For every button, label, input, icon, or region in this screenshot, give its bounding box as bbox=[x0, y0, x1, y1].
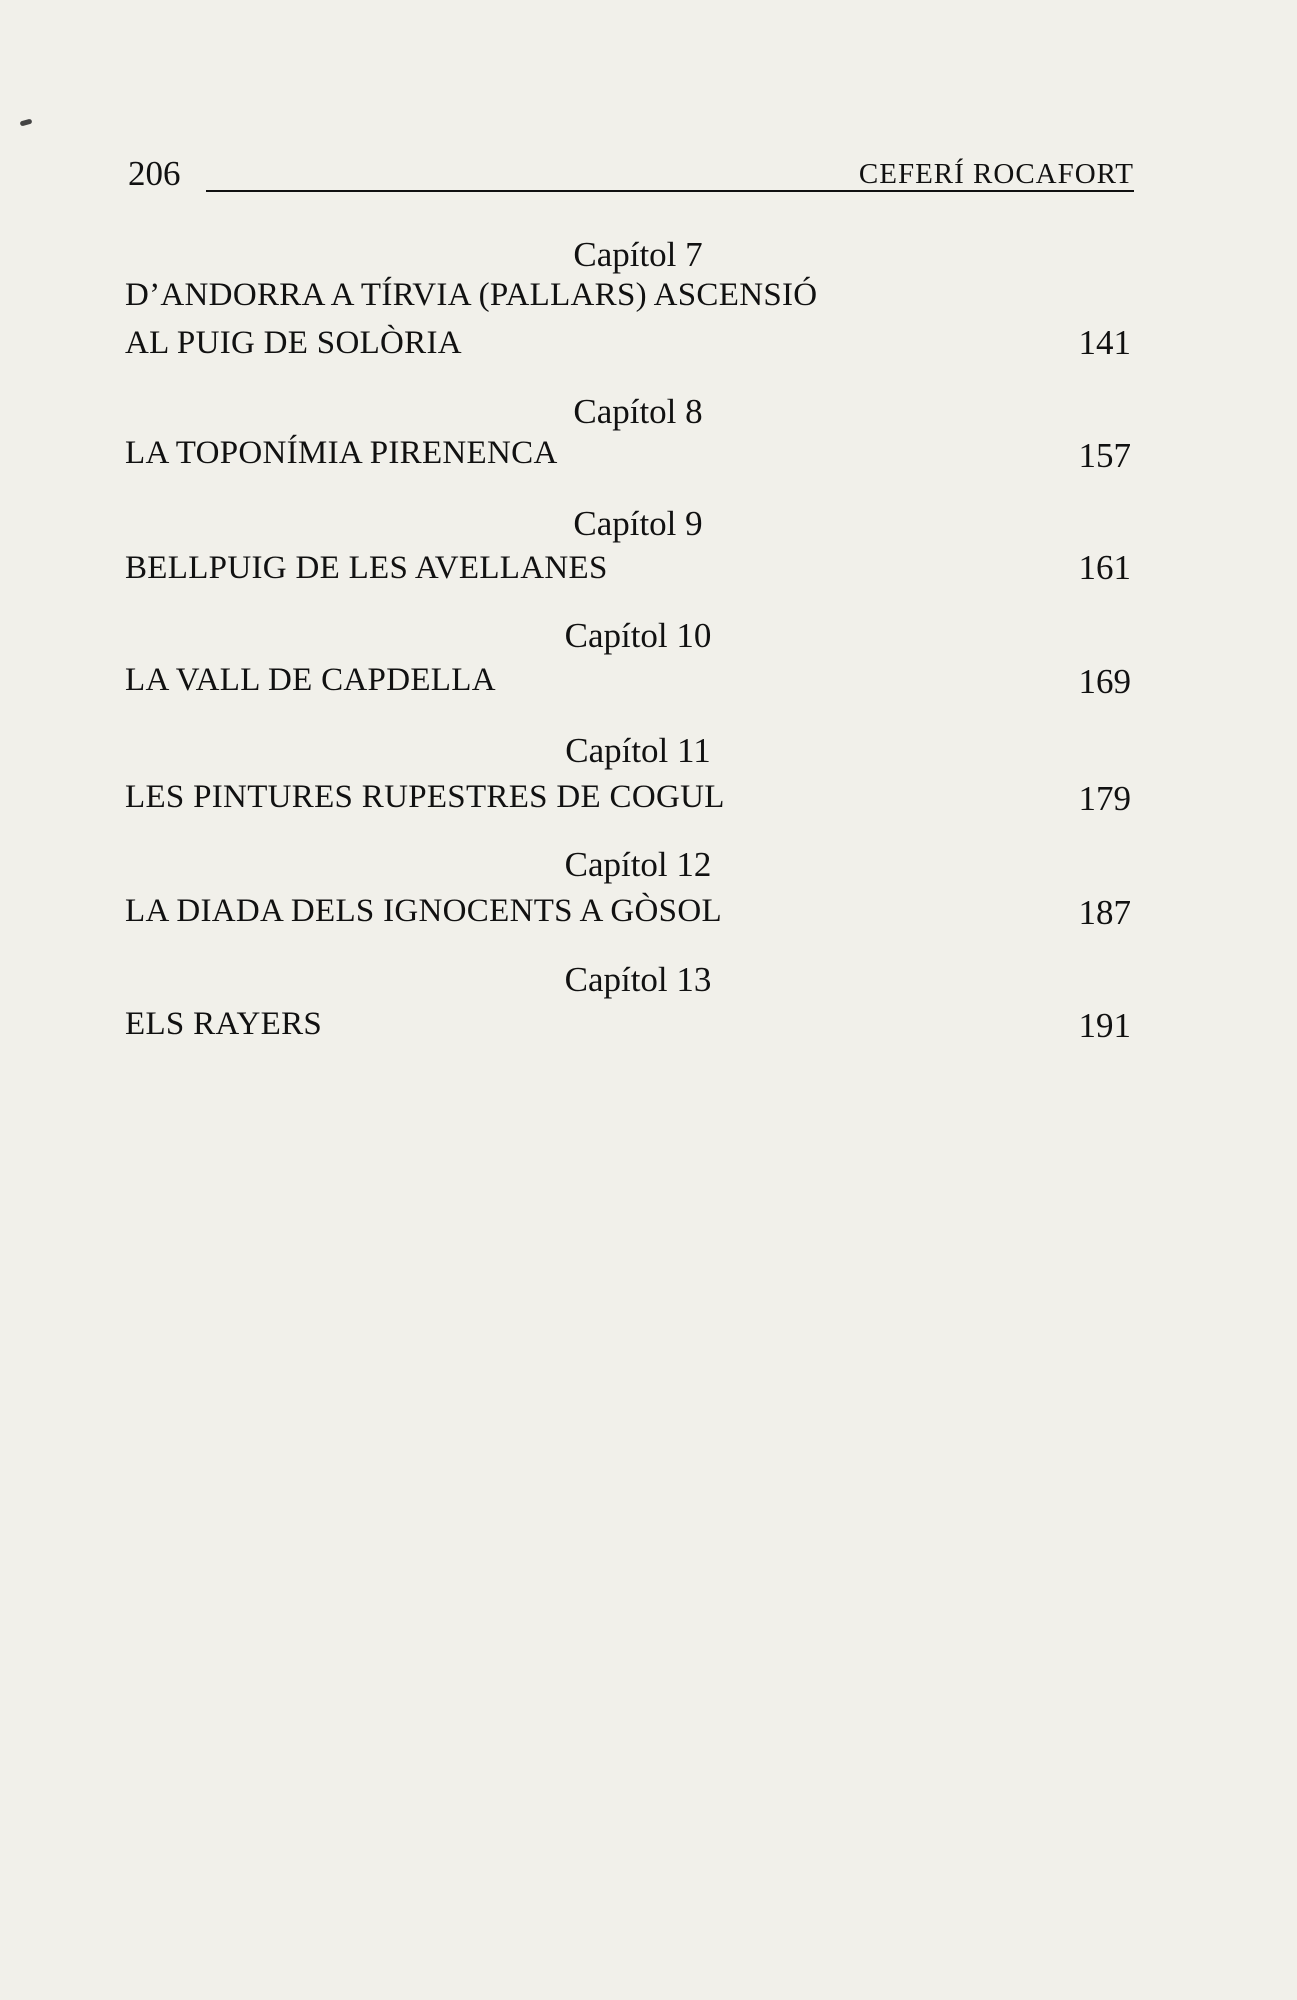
page-number: 206 bbox=[128, 154, 181, 193]
chapter-page: 187 bbox=[1078, 893, 1131, 932]
running-head: CEFERÍ ROCAFORT bbox=[858, 158, 1134, 190]
chapter-title: LA DIADA DELS IGNOCENTS A GÒSOL bbox=[125, 893, 722, 929]
chapter-heading: Capítol 12 bbox=[564, 845, 712, 884]
ink-speck bbox=[20, 119, 33, 127]
chapter-page: 161 bbox=[1078, 548, 1131, 587]
chapter-page: 141 bbox=[1078, 323, 1131, 362]
chapter-title: LA VALL DE CAPDELLA bbox=[125, 662, 496, 698]
page-header bbox=[128, 152, 1134, 196]
chapter-heading: Capítol 11 bbox=[565, 731, 711, 770]
chapter-heading: Capítol 13 bbox=[564, 960, 712, 999]
chapter-title: D’ANDORRA A TÍRVIA (PALLARS) ASCENSIÓ AL PUIG DE SOLÒRIA bbox=[125, 277, 818, 361]
chapter-title: BELLPUIG DE LES AVELLANES bbox=[125, 550, 608, 586]
chapter-heading: Capítol 10 bbox=[564, 616, 712, 655]
chapter-title: LA TOPONÍMIA PIRENENCA bbox=[125, 435, 558, 471]
chapter-title: ELS RAYERS bbox=[125, 1006, 323, 1042]
chapter-page: 157 bbox=[1078, 436, 1131, 475]
chapter-heading: Capítol 8 bbox=[573, 392, 703, 431]
chapter-page: 191 bbox=[1078, 1006, 1131, 1045]
chapter-page: 179 bbox=[1078, 779, 1131, 818]
chapter-heading: Capítol 9 bbox=[573, 504, 703, 543]
chapter-page: 169 bbox=[1078, 662, 1131, 701]
chapter-title: LES PINTURES RUPESTRES DE COGUL bbox=[125, 779, 725, 815]
chapter-heading: Capítol 7 bbox=[573, 235, 703, 274]
